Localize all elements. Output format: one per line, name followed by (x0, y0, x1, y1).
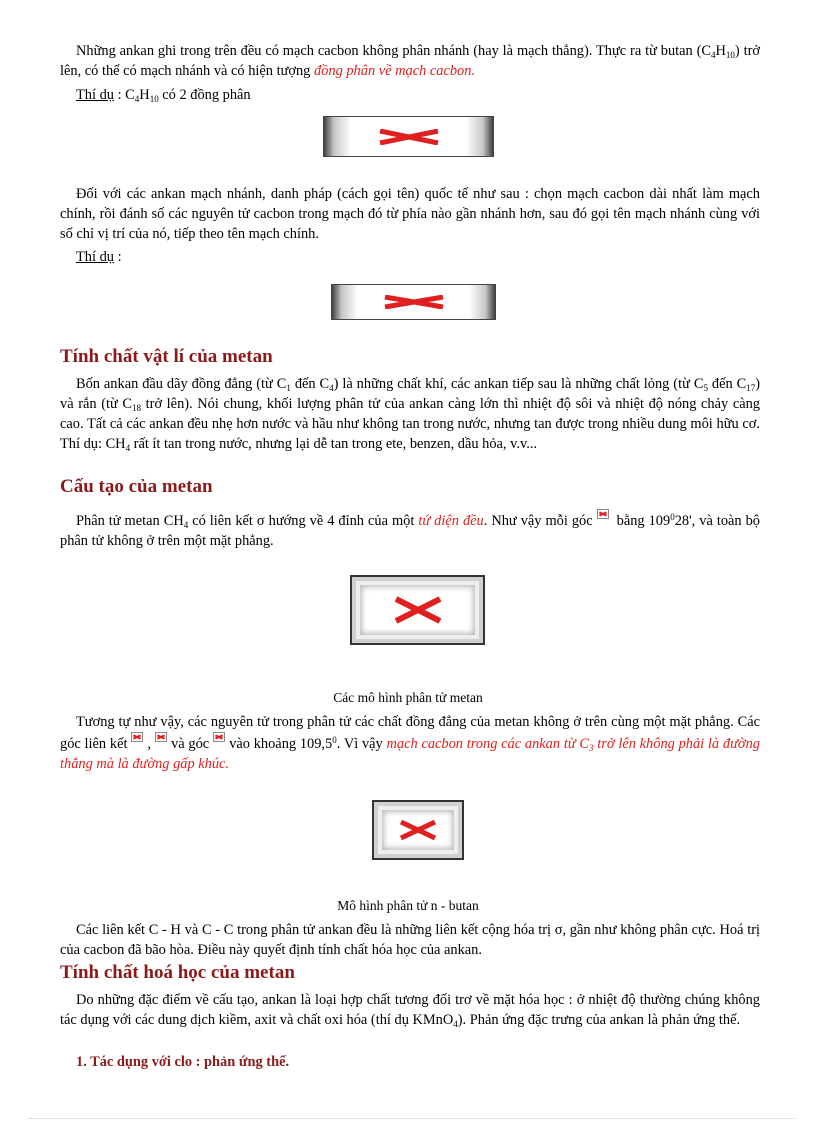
heading-structure: Cấu tạo của metan (60, 476, 213, 497)
caption-methane-models: Các mô hình phân tử metan (333, 690, 483, 705)
broken-image-methane-model (350, 575, 485, 645)
highlight-tetrahedron: tứ diện đều (418, 513, 484, 529)
highlight-zigzag-chain: mạch cacbon trong các ankan từ $C_3$ trở lên không phải là đường thẳng mà là đường gấp khúc. (60, 736, 760, 772)
example-line-2: Thí dụ : (76, 249, 122, 265)
broken-image-icon (398, 819, 438, 841)
paragraph-homologues: Tương tự như vậy, các nguyên tử trong phân tử các chất đồng đẳng của metan không ở trên cùng một mặt phẳng. Các góc liên kết , và góc vào khoảng 109,5$^0$. Vì vậy mạch cacbon trong các ankan từ $C_3$ trở lên không phải là đường thẳng mà là đường gấp khúc. (60, 714, 760, 772)
broken-image-icon (393, 596, 443, 624)
heading-chemical-properties: Tính chất hoá học của metan (60, 962, 295, 983)
paragraph-structure: Phân tử metan $CH_4$ có liên kết σ hướng về 4 đỉnh của một tứ diện đều. Như vậy mỗi góc bằng $109^028'$, và toàn bộ phân tử không ở trên một mặt phẳng. (60, 509, 760, 551)
paragraph-nomenclature: Đối với các ankan mạch nhánh, danh pháp (cách gọi tên) quốc tế như sau : chọn mạch cacbon dài nhất làm mạch chính, rồi đánh số các nguyên tử cacbon trong mạch đó từ phía nào gần nhánh hơn, sau đó gọi tên mạch nhánh cùng với số chỉ vị trí của nó, tiếp theo tên mạch chính. (60, 186, 760, 242)
broken-image-icon (383, 295, 445, 309)
broken-inline-image-icon (155, 732, 167, 742)
paragraph-chemical-properties: Do những đặc điểm về cấu tạo, ankan là loại hợp chất tương đối trơ về mặt hóa học : ở nhiệt độ thường chúng không tác dụng với các dung dịch kiềm, axit và chất oxi hóa (thí dụ KMnO$_4$). Phản ứng đặc trưng của ankan là phản ứng thế. (60, 992, 760, 1029)
broken-image-isomers (323, 116, 494, 157)
broken-image-icon (378, 129, 440, 145)
broken-inline-image-icon (597, 509, 609, 519)
caption-butane-model: Mô hình phân tử n - butan (337, 898, 479, 913)
list-item-chlorination: 1. Tác dụng với clo : phản ứng thế. (76, 1054, 290, 1070)
example-line-1: Thí dụ : $C_4H_{10}$ có 2 đồng phân (76, 87, 251, 104)
paragraph-bonds: Các liên kết C - H và C - C trong phân tử ankan đều là những liên kết cộng hóa trị σ, gần như không phân cực. Hoá trị của cacbon đã bão hòa. Điều này quyết định tính chất hóa học của ankan. (60, 922, 760, 958)
broken-inline-image-icon (131, 732, 143, 742)
paragraph-physical-properties: Bốn ankan đầu dãy đồng đẳng (từ $C_1$ đến $C_4$) là những chất khí, các ankan tiếp sau là những chất lỏng (từ $C_5$ đến $C_{17}$) và rắn (từ $C_{18}$ trở lên). Nói chung, khối lượng phân tử của ankan càng lớn thì nhiệt độ sôi và nhiệt độ nóng chảy càng cao. Tất cả các ankan đều nhẹ hơn nước và hầu như không tan trong nước, nhưng tan được trong nhiều dung môi hữu cơ. Thí dụ: $CH_4$ rất ít tan trong nước, nhưng lại dễ tan trong ete, benzen, dầu hỏa, v.v... (60, 376, 760, 453)
heading-physical-properties: Tính chất vật lí của metan (60, 346, 273, 367)
broken-image-butane-model (372, 800, 464, 860)
broken-inline-image-icon (213, 732, 225, 742)
broken-image-nomenclature (331, 284, 496, 320)
paragraph-intro: Những ankan ghi trong trên đều có mạch cacbon không phân nhánh (hay là mạch thẳng). Thực ra từ butan $(C_4H_{10})$ trở lên, có thể có mạch nhánh và có hiện tượng đồng phân về mạch cacbon. (60, 43, 760, 79)
highlight-branch-isomer: đồng phân về mạch cacbon. (313, 63, 476, 79)
page-bottom-divider (28, 1118, 796, 1119)
